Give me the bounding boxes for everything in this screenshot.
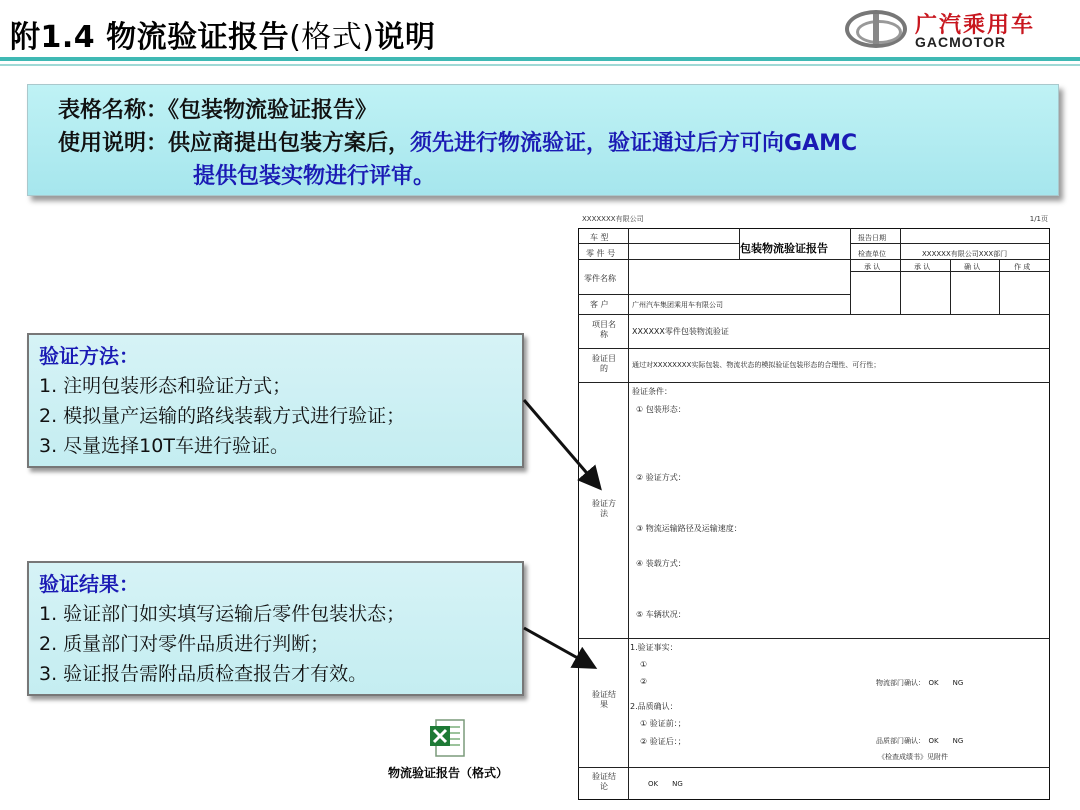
form-name-line: 表格名称：《包装物流验证报告》 [58,98,378,123]
header-rule [0,57,1080,61]
report-page: 1/1页 [1029,215,1048,223]
result-item: 2. 质量部门对零件品质进行判断； [39,633,330,655]
usage-info-box [27,84,1059,196]
method-item: 2. 模拟量产运输的路线装载方式进行验证； [39,405,406,427]
report-company: XXXXXXX有限公司 [582,215,644,223]
method-line: ④ 装载方式： [636,559,686,568]
conclusion-value: OK NG [648,780,683,788]
method-line: ① 包装形态： [636,405,686,414]
label-part-no: 零 件 号 [586,249,616,258]
usage-label: 使用说明：供应商提出包装方案后， [58,131,411,156]
dept-value: XXXXXX有限公司XXX部门 [922,250,1008,258]
customer-value: 广州汽车集团乘用车有限公司 [632,301,723,309]
label-report-date: 报告日期 [858,234,886,242]
result-item: 3. 验证报告需附品质检查报告才有效。 [39,663,368,685]
logo-text-cn: 广汽乘用车 [915,13,1036,38]
sign-confirm: 确 认 [964,263,981,271]
label-dept: 检查单位 [858,250,886,258]
label-part-name: 零件名称 [584,274,616,283]
label-vehicle: 车 型 [590,233,609,242]
quality-note: 《检查成绩书》见附件 [878,753,948,761]
label-purpose: 验证目的 [592,354,616,373]
method-item: 1. 注明包装形态和验证方式； [39,375,292,397]
sign-approve-1: 承 认 [864,263,881,271]
gac-logo [845,8,1060,52]
result-line: ① [640,660,648,669]
method-callout [27,333,524,468]
result-line: ② 验证后：； [640,737,686,746]
attachment-caption[interactable]: 物流验证报告（格式） [387,766,508,780]
label-conclusion: 验证结论 [592,772,616,791]
result-title: 验证结果： [39,572,139,596]
result-line: 2.品质确认： [630,702,678,711]
logistics-confirm: 物流部门确认： OK NG [876,679,964,687]
purpose-value: 通过对XXXXXXXX实际包装、物流状态的模拟验证包装形态的合理性、可行性； [632,361,881,369]
result-line: ① 验证前：； [640,719,686,728]
quality-confirm: 品质部门确认： OK NG [876,737,964,745]
label-result: 验证结果 [592,690,616,709]
title-tail: 说明 [374,20,436,55]
method-line: 验证条件： [632,387,672,396]
result-line: 1.验证事实： [630,643,678,652]
report-form [578,212,1052,802]
project-value: XXXXXX零件包装物流验证 [632,327,729,336]
logo-text-en: GACMOTOR [915,34,1006,50]
usage-line [58,126,857,157]
method-line: ② 验证方式： [636,473,686,482]
title-paren: (格式) [289,20,375,55]
method-line: ⑤ 车辆状况： [636,610,686,619]
gac-emblem-icon [845,10,907,48]
result-line: ② [640,677,648,686]
label-project: 项目名称 [592,320,616,339]
excel-icon[interactable] [428,718,468,758]
method-line: ③ 物流运输路径及运输速度： [636,524,742,533]
usage-line-cont: 提供包装实物进行评审。 [193,164,436,189]
method-item: 3. 尽量选择10T车进行验证。 [39,435,289,457]
sign-approve-2: 承 认 [914,263,931,271]
usage-highlight: 须先进行物流验证，验证通过后方可向GAMC [410,131,858,156]
result-item: 1. 验证部门如实填写运输后零件包装状态； [39,603,406,625]
page-title [10,12,436,56]
result-callout [27,561,524,696]
method-title: 验证方法： [39,344,139,368]
label-method: 验证方法 [592,499,616,518]
header-rule-thin [0,64,1080,66]
sign-author: 作 成 [1014,263,1031,271]
label-customer: 客 户 [590,300,609,309]
report-title: 包装物流验证报告 [740,242,828,255]
title-main: 附1.4 物流验证报告 [10,20,290,55]
